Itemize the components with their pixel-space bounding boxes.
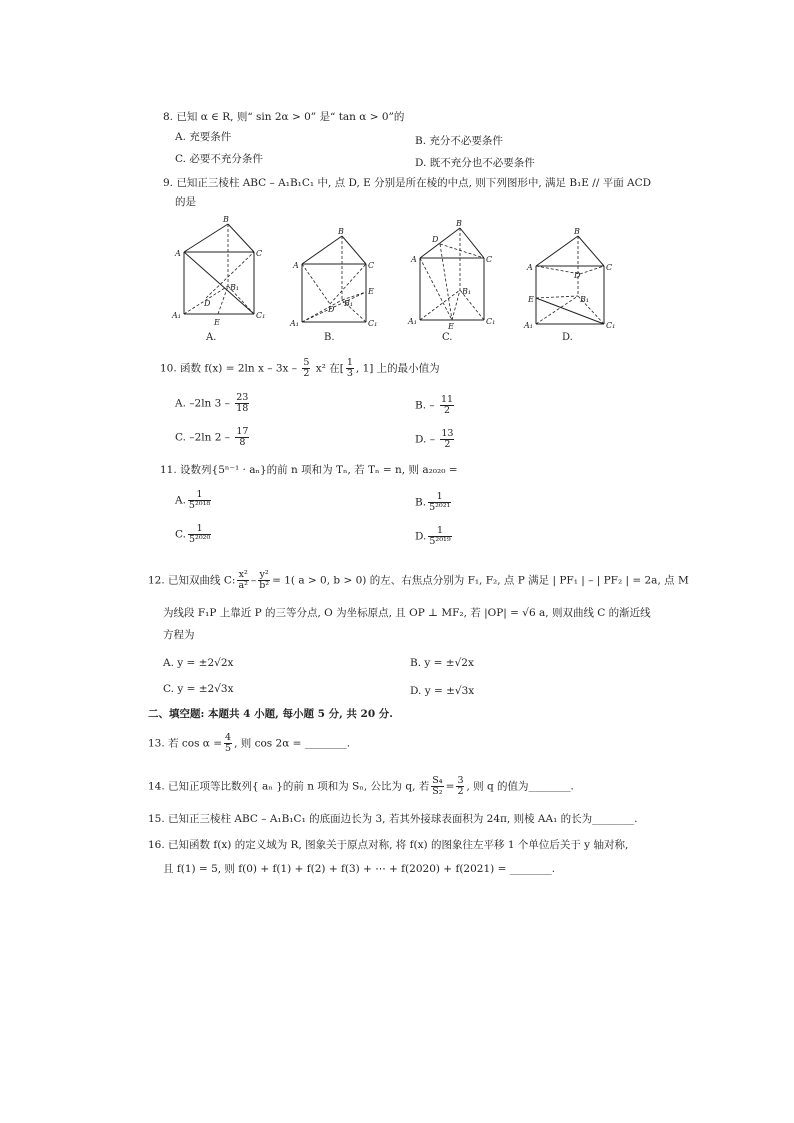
vertex-label-d: D (432, 235, 439, 244)
q16-line2: 且 f(1) = 5, 则 f(0) + f(1) + f(2) + f(3) + ⋯ + f(2020) + f(2021) = ________. (163, 863, 556, 875)
q11-stem: 11. 设数列{5ⁿ⁻¹ · aₙ}的前 n 项和为 Tₙ, 若 Tₙ = n, 则 a₂₀₂₀ = (160, 464, 458, 476)
vertex-label-e: E (214, 318, 220, 327)
q8-option-a: A. 充要条件 (175, 131, 232, 143)
q14: 14. 已知正项等比数列{ aₙ }的前 n 项和为 Sₙ, 公比为 q, 若 $\frac{\text{S₄}}{\text{S₂}}$ = $\frac{3}{2}$ , 则 q 的值为________. (148, 775, 574, 797)
vertex-label-d: D (328, 305, 335, 314)
vertex-label-b1: B₁ (462, 287, 472, 296)
q10-option-a: A. –2ln 3 – $\frac{23}{18}$ (175, 392, 249, 414)
q12-option-b: B. y = ±√2x (410, 657, 474, 669)
vertex-label-c: C (486, 255, 493, 264)
vertex-label-a: A (527, 263, 533, 272)
vertex-label-b1: B₁ (344, 299, 354, 308)
vertex-label-b: B (338, 227, 344, 236)
vertex-label-c1: C₁ (368, 319, 378, 328)
q8-option-d: D. 既不充分也不必要条件 (415, 157, 535, 169)
vertex-label-c: C (368, 261, 375, 270)
q13: 13. 若 cos α = $\frac{4}{5}$ , 则 cos 2α = ________. (148, 732, 351, 754)
vertex-label-b: B (456, 219, 462, 228)
vertex-label-d: D (574, 271, 581, 280)
vertex-label-e: E (368, 287, 374, 296)
q8-option-b: B. 充分不必要条件 (415, 135, 503, 147)
q11-option-d: D. $\frac{1}{\text{5²⁰¹⁹}}$ (415, 525, 451, 547)
vertex-label-e: E (528, 295, 534, 304)
prism-figure-c (408, 220, 508, 334)
section-heading-fill-in: 二、填空题: 本题共 4 小题, 每小题 5 分, 共 20 分. (148, 708, 393, 720)
prism-figure-a (170, 215, 280, 332)
prism-figure-b (290, 228, 390, 332)
q11-option-a: A. $\frac{1}{\text{5²⁰¹⁸}}$ (175, 489, 211, 511)
q9-stem-line2: 的是 (175, 196, 196, 208)
figure-caption-b: B. (324, 332, 335, 343)
q15: 15. 已知正三棱柱 ABC – A₁B₁C₁ 的底面边长为 3, 若其外接球表面积为 24π, 则棱 AA₁ 的长为________. (148, 813, 638, 825)
vertex-label-a1: A₁ (172, 311, 181, 320)
q12-stem-line2: 为线段 F₁P 上靠近 P 的三等分点, O 为坐标原点, 且 OP ⊥ MF₂, 若 |OP| = √6 a, 则双曲线 C 的渐近线 (163, 607, 651, 619)
vertex-label-c1: C₁ (486, 317, 496, 326)
vertex-label-c1: C₁ (606, 321, 616, 330)
q10-stem: 10. 函数 f(x) = 2ln x – 3x – $\frac{5}{2}$ x² 在[ $\frac{1}{3}$ , 1] 上的最小值为 (160, 357, 440, 379)
vertex-label-b1: B₁ (580, 295, 590, 304)
vertex-label-c: C (606, 263, 613, 272)
vertex-label-c1: C₁ (256, 311, 266, 320)
q11-option-b: B. $\frac{1}{\text{5²⁰²¹}}$ (415, 491, 451, 513)
q12-stem-line1: 12. 已知双曲线 C: $\frac{\text{x²}}{\text{a²}}$ – $\frac{\text{y²}}{\text{b²}}$ = 1( a > 0, b > 0) 的左、右焦点分别为 F₁, F₂, 点 P 满足 | PF₁ | – | PF₂ | = 2a, 点 M (148, 569, 689, 591)
vertex-label-b1: B₁ (230, 283, 240, 292)
figure-caption-a: A. (206, 332, 217, 343)
prism-figure-d (524, 228, 624, 332)
vertex-label-b: B (223, 215, 229, 224)
vertex-label-a: A (293, 261, 299, 270)
vertex-label-a1: A₁ (408, 317, 417, 326)
vertex-label-d: D (204, 299, 211, 308)
vertex-label-a: A (411, 255, 417, 264)
q8-option-c: C. 必要不充分条件 (175, 153, 263, 165)
q12-option-c: C. y = ±2√3x (163, 683, 234, 695)
q12-stem-line3: 方程为 (163, 629, 195, 641)
vertex-label-a1: A₁ (524, 321, 533, 330)
q12-option-d: D. y = ±√3x (410, 685, 475, 697)
q8-stem: 8. 已知 α ∈ R, 则“ sin 2α > 0” 是“ tan α > 0”的 (163, 111, 405, 123)
figure-caption-c: C. (442, 332, 453, 343)
vertex-label-b: B (574, 227, 580, 236)
vertex-label-e: E (448, 322, 454, 331)
q16-line1: 16. 已知函数 f(x) 的定义域为 R, 图象关于原点对称, 将 f(x) 的图象往左平移 1 个单位后关于 y 轴对称, (148, 839, 629, 851)
vertex-label-a1: A₁ (290, 319, 299, 328)
q10-option-d: D. – $\frac{13}{2}$ (415, 428, 454, 450)
q10-option-b: B. – $\frac{11}{2}$ (415, 394, 454, 416)
figure-caption-d: D. (562, 332, 573, 343)
q9-stem-line1: 9. 已知正三棱柱 ABC – A₁B₁C₁ 中, 点 D, E 分别是所在棱的中点, 则下列图形中, 满足 B₁E // 平面 ACD (163, 177, 652, 189)
q12-option-a: A. y = ±2√2x (163, 657, 234, 669)
q10-option-c: C. –2ln 2 – $\frac{17}{8}$ (175, 426, 249, 448)
vertex-label-c: C (256, 249, 263, 258)
vertex-label-a: A (175, 249, 181, 258)
q11-option-c: C. $\frac{1}{\text{5²⁰²⁰}}$ (175, 523, 211, 545)
